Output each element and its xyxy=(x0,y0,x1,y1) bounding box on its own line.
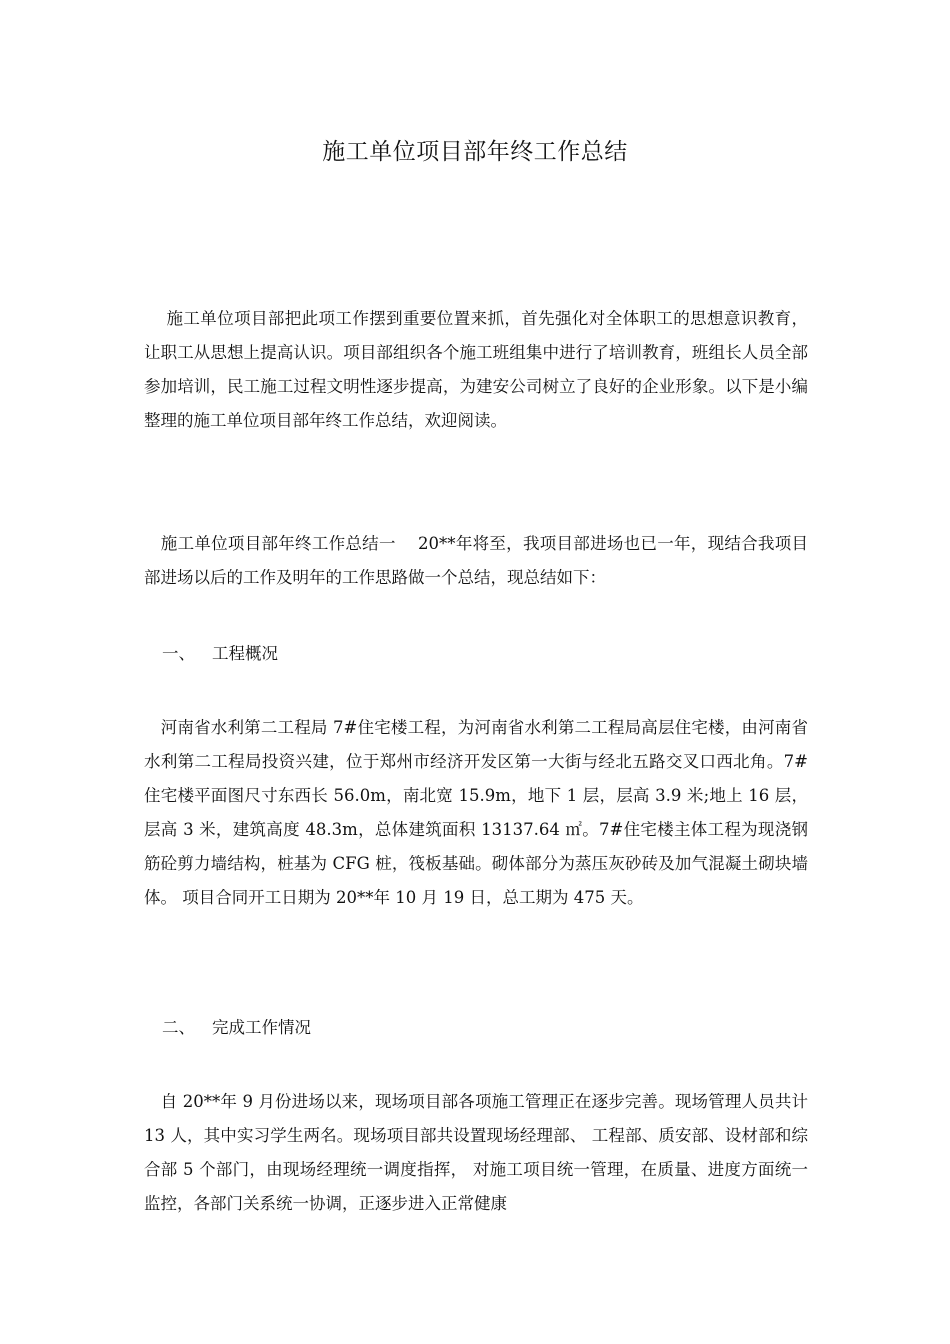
overview-paragraph: 河南省水利第二工程局 7#住宅楼工程，为河南省水利第二工程局高层住宅楼，由河南省水利第二工程局投资兴建，位于郑州市经济开发区第一大街与经北五路交叉口西北角。7#住宅楼平面图尺寸东西长 56.0m，南北宽 15.9m，地下 1 层，层高 3.9 米;地上 16 层，层高 3 米，建筑高度 48.3m，总体建筑面积 13137.64 ㎡。7#住宅楼主体工程为现浇钢筋砼剪力墙结构，桩基为 CFG 桩，筏板基础。砌体部分为蒸压灰砂砖及加气混凝土砌块墙体。 项目合同开工日期为 20**年 10 月 19 日，总工期为 475 天。 xyxy=(144,718,808,907)
document-title: 施工单位项目部年终工作总结 xyxy=(322,139,628,165)
section-number: 二、 xyxy=(162,1018,195,1037)
completed-work-paragraph: 自 20**年 9 月份进场以来，现场项目部各项施工管理正在逐步完善。现场管理人员共计 13 人，其中实习学生两名。现场项目部共设置现场经理部、 工程部、质安部、设材部和综合部 5 个部门，由现场经理统一调度指挥， 对施工项目统一管理，在质量、进度方面统一监控，各部门关系统一协调，正逐步进入正常健康 xyxy=(144,1092,808,1213)
section-heading-completed-work xyxy=(162,1011,311,1045)
section-title: 工程概况 xyxy=(212,644,278,663)
section-number: 一、 xyxy=(162,644,195,663)
section-heading-overview xyxy=(162,637,278,671)
summary-intro-paragraph: 施工单位项目部年终工作总结一 20**年将至，我项目部进场也已一年，现结合我项目部进场以后的工作及明年的工作思路做一个总结，现总结如下： xyxy=(144,534,808,587)
intro-paragraph: 施工单位项目部把此项工作摆到重要位置来抓，首先强化对全体职工的思想意识教育，让职工从思想上提高认识。项目部组织各个施工班组集中进行了培训教育，班组长人员全部参加培训，民工施工过程文明性逐步提高，为建安公司树立了良好的企业形象。以下是小编整理的施工单位项目部年终工作总结，欢迎阅读。 xyxy=(144,309,808,430)
section-title: 完成工作情况 xyxy=(212,1018,311,1037)
